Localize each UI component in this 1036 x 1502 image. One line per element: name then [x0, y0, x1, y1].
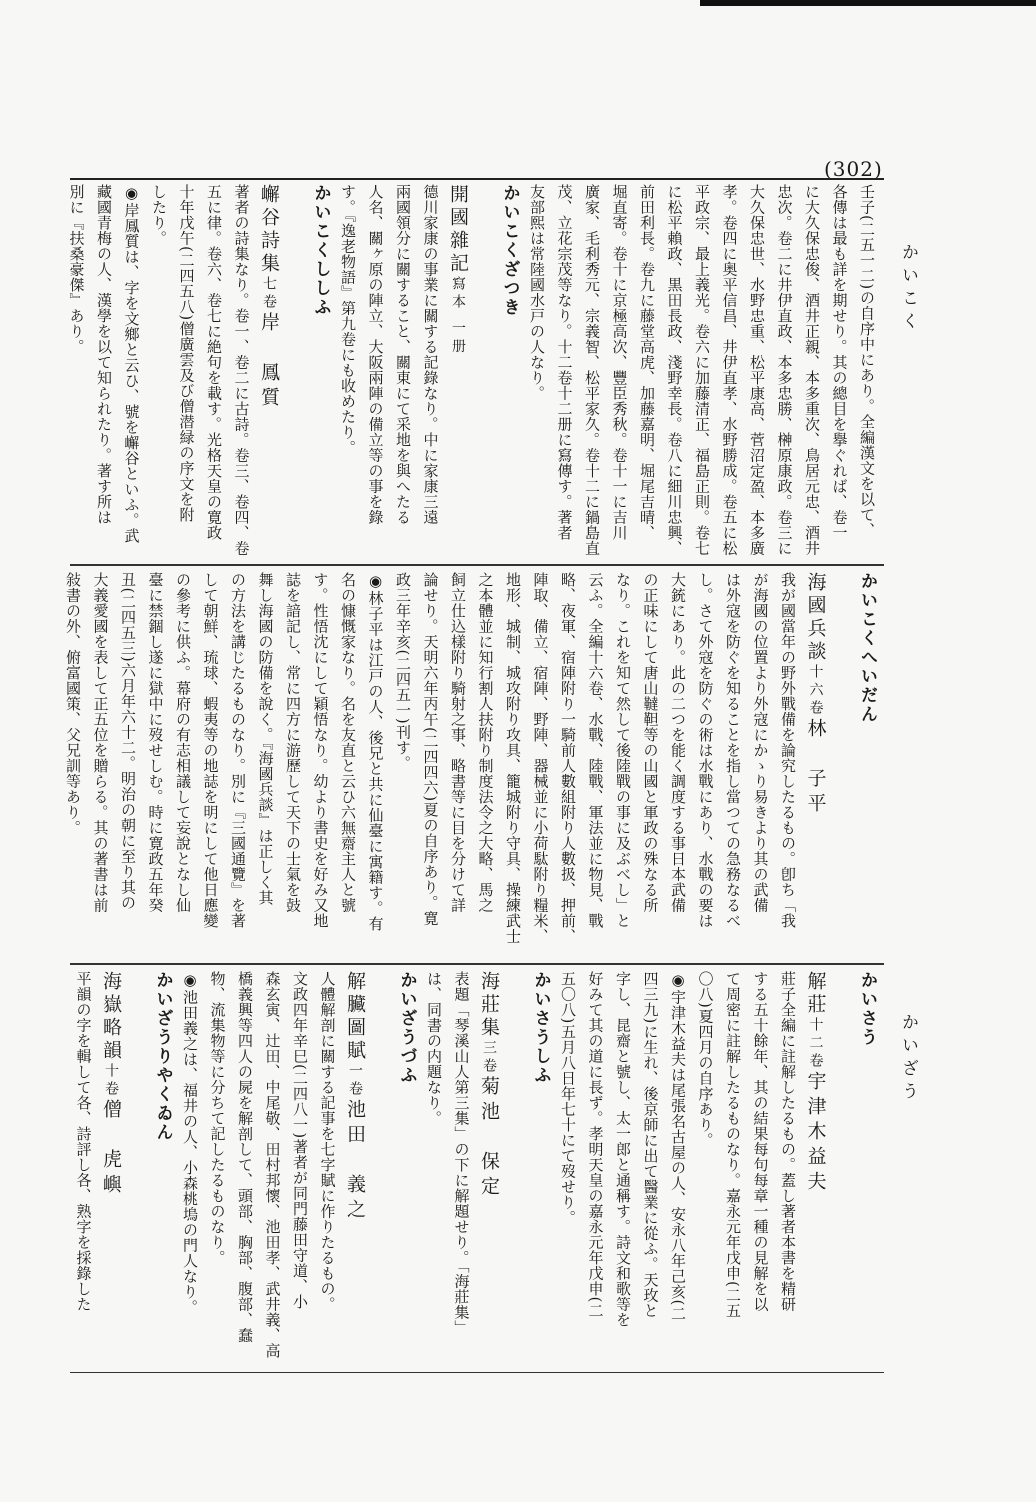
text-line: は、同書の内題なり。 [425, 971, 443, 1126]
running-head-top: かいこく [898, 243, 918, 335]
text-line: ◉林子平は江戸の人、後兄と共に仙臺に寓籍す。有 [366, 572, 385, 932]
entry-title-line [341, 971, 393, 1367]
text-line: 文政四年辛巳(二四八一)著者が同門藤田守道、小 [291, 971, 309, 1310]
text-line: 好みて其の道に長ず。孝明天皇の嘉永元年戊申(二 [586, 971, 605, 1319]
text-line: 橋義興等四人の屍を解剖して、頭部、胸部、腹部、蠢 [236, 971, 254, 1343]
entry-reading: かいざうりやくゐん [152, 971, 173, 1142]
text-line: 略、夜軍、宿陣附り一騎前人數組附り人數扱、押前、 [559, 572, 577, 944]
entry-volumes: 十六卷 [807, 664, 824, 718]
text-line: 大久保忠世、水野忠重、松平康高、菅沼定盈、本多廣 [748, 184, 766, 556]
text-line: 兩國領分に關すること、關東にて采地を與へたる [394, 184, 412, 525]
scan-edge-strip [700, 0, 1036, 6]
text-line: 地形、城制、城攻附り攻具、籠城附り守具、操練武士 [504, 572, 522, 944]
text-line: 敍書の外、俯富國策、父兄訓等あり。 [64, 572, 82, 836]
text-line: 森玄寅、辻田、中尾敬、田村邦懷、池田孝、武井義、高 [263, 971, 282, 1359]
text-line: ◉宇津木益夫は尾張名古屋の人、安永八年己亥(二 [669, 971, 687, 1322]
text-line: が海國の位置より外寇にかゝり易きより其の武備 [751, 572, 770, 913]
entry-volumes: 一卷 [347, 1063, 363, 1099]
text-line: し。さて外寇を防ぐの術は水戰にあり、水戰の要は [696, 572, 715, 929]
text-line: の參考に供ふ。幕府の有志相議して妄說となし仙 [174, 572, 192, 913]
text-line: 前田利長。卷九に藤堂高虎、加藤嘉明、堀尾吉晴、 [638, 184, 656, 541]
entry-author: 池田 義之 [344, 1099, 366, 1224]
entry-kaikoku-heidan [59, 572, 881, 958]
entry-author: 岸 鳳質 [258, 312, 280, 412]
text-line: 論せり。天明六年丙午(二四四六)夏の自序あり。寛 [421, 572, 440, 926]
text-line: 表題「琴溪山人第三集」の下に解題せり。「海莊集」 [452, 971, 471, 1336]
text-line: 莊子全編に註解したるもの。蓋し著者本書を精研 [779, 971, 797, 1312]
text-line: する五十餘年、其の結果每句每章一種の見解を以 [751, 971, 770, 1312]
text-line: 藏國青梅の人、漢學を以て知られたり。著す所は [95, 184, 113, 525]
text-line: す。『逸老物語』第九卷にも收めたり。 [339, 184, 357, 456]
text-line: 政三年辛亥(二四五一)刊す。 [394, 572, 412, 771]
text-line: 〇八)夏四月の自序あり。 [696, 971, 715, 1148]
entry-kaikoku-continued [523, 184, 881, 560]
entry-volumes: 十二卷 [807, 1017, 824, 1071]
entry-title-line [255, 184, 307, 560]
text-line: 孝。卷四に奥平信昌、井伊直孝、水野勝成。卷五に松 [720, 184, 739, 556]
text-line: 大義愛國を表して正五位を贈らる。其の著書は前 [91, 572, 110, 913]
text-line: 陣取、備立、宿陣、野陣、器械並に小荷駄附り糧米、 [531, 572, 550, 944]
text-line: 平政宗、最上義光。卷六に加藤清正、福島正則。卷七 [693, 184, 711, 556]
text-line: 茂、立花宗茂等なり。十二卷十二册に寫傳す。著者 [555, 184, 574, 541]
entry-volumes: 三卷 [481, 1040, 497, 1076]
page-number: (302) [824, 157, 883, 181]
text-line: 著者の詩集なり。卷一、卷二に古詩。卷三、卷四、卷 [232, 184, 251, 556]
text-line: 平韻の字を輯して各、詩評し各、熟字を採錄した [74, 971, 93, 1312]
running-head-bottom: かいざう [898, 1013, 918, 1105]
text-line: 大銃にあり。此の二つを能く調度する事日本武備 [669, 572, 687, 913]
text-line: ◉岸鳳質は、字を文鄉と云ひ、號を嶰谷といふ。武 [122, 184, 141, 544]
text-line: 壬子(二五一二)の自序中にあり。全編漢文を以て、 [858, 184, 876, 538]
upper-section [67, 184, 880, 560]
text-line: 人名、關ヶ原の陣立、大阪兩陣の備立等の事を錄 [366, 184, 385, 525]
text-line: 誌を諳記し、常に四方に游歷して天下の士氣を鼓 [284, 572, 302, 913]
entry-volumes: 十卷 [103, 1063, 119, 1099]
text-line: 忠次。卷二に井伊直政、本多忠勝、榊原康政。卷三に [775, 184, 794, 556]
entry-reading: かいこくししふ [310, 184, 331, 317]
entry-title: 解臟圖賦 [344, 971, 366, 1063]
text-line: 飼立仕込樣附り騎射之事、略書等に目を分けて詳 [449, 572, 467, 913]
text-line: て周密に註解したるものなり。嘉永元年戊申(二五 [724, 971, 742, 1319]
entry-author: 僧 虎嶼 [100, 1099, 122, 1199]
entry-author: 宇津木益夫 [804, 1071, 827, 1196]
entry-volumes: 寫本 一册 [450, 276, 466, 357]
text-line: の正味にして唐山韃靼等の山國と軍政の殊なる所 [641, 572, 660, 913]
text-line: の方法を講じたるものなり。別に『三國通覽』を著 [229, 572, 247, 929]
middle-section [64, 572, 880, 958]
text-line: 名の慷慨家なり。名を友直と云ひ六無齋主人と號 [339, 572, 357, 913]
entry-reading: かいこくざつき [499, 184, 520, 317]
text-line: に松平賴政、黒田長政、淺野幸長。卷八に細川忠興、 [665, 184, 684, 556]
text-line: 之本體並に知行割人扶附り制度法令之大略、馬之 [476, 572, 495, 913]
text-line: 廣家、毛利秀元、宗義智、松平家久。卷十二に鍋島直 [583, 184, 601, 556]
entry-kaizou-ryakuin [69, 971, 176, 1367]
text-line: 四三九)に生れ、後京師に出て醫業に從ふ。天玫と [641, 971, 660, 1319]
entry-kaisou-shishu [420, 971, 554, 1367]
text-line: 友部熙は常陸國水戸の人なり。 [528, 184, 546, 401]
divider-lower [70, 963, 884, 965]
text-line: 五〇八)五月八日年七十にて歿せり。 [559, 971, 577, 1226]
text-line: ◉池田義之は、福井の人、小森桃塢の門人なり。 [181, 971, 199, 1315]
text-line: 云ふ。全編十六卷、水戰、陸戰、軍法並に物見、戰 [586, 572, 605, 929]
text-line: 各傳は最も詳を期せり。其の總目を擧ぐれば、卷一 [830, 184, 849, 541]
text-line: は外寇を防ぐを知ることを指し當つての急務なるべ [724, 572, 742, 929]
text-line: 人體解剖に關する記事を七字賦に作りたるもの。 [318, 971, 337, 1312]
text-line: したり。 [150, 184, 168, 246]
text-line: 我が國當年の野外戰備を論究したるもの。卽ち「我 [779, 572, 797, 929]
text-line: 堀直寄。卷十に京極高次、豐臣秀秋。卷十一に吉川 [610, 184, 629, 541]
entry-title: 海嶽略韻 [100, 971, 122, 1063]
entry-reading: かいこくへいだん [857, 572, 877, 724]
text-line: して朝鮮、琉球、蝦夷等の地誌を明にして他日應變 [201, 572, 220, 929]
entry-reading: かいさう [857, 971, 877, 1047]
entry-title-line [475, 971, 527, 1367]
entry-title-line [97, 971, 149, 1367]
entry-kaisou [554, 971, 881, 1367]
entry-author: 菊池 保定 [478, 1076, 500, 1201]
text-line: 舞し海國の防備を說く。『海國兵談』は正しく其 [256, 572, 275, 906]
entry-kaizou-fu [176, 971, 420, 1367]
text-line: 臺に禁錮し遂に獄中に歿せしむ。時に寛政五年癸 [146, 572, 165, 913]
text-line: 十年戊午(二四五八)僧廣雲及び僧潜緑の序文を附 [177, 184, 196, 523]
text-line: 德川家康の事業に關する記錄なり。中に家康三遠 [421, 184, 440, 525]
text-line: す。性悟沈にして穎悟なり。幼より書史を好み又地 [311, 572, 330, 929]
entry-author: 林 子平 [804, 718, 827, 818]
entry-title: 嶰谷詩集 [258, 184, 280, 276]
text-line: に大久保忠俊、酒井正親、本多重次、鳥居元忠、酒井 [803, 184, 821, 556]
text-line: 別に『扶桑豪傑』あり。 [67, 184, 86, 355]
entry-title-line [444, 184, 496, 560]
text-line: 五に律。卷六、卷七に絶句を載す。光格天皇の寛政 [205, 184, 223, 541]
entry-kaikoku-zakki [334, 184, 523, 560]
entry-volumes: 七卷 [261, 276, 277, 312]
entry-title: 海國兵談 [804, 572, 827, 664]
lower-section [74, 971, 880, 1367]
entry-title-line [801, 572, 853, 958]
text-line: 物、流集物等に分ちて記したるものなり。 [208, 971, 227, 1266]
entry-kaikoku-shishu [62, 184, 334, 560]
entry-title: 開國雜記 [447, 184, 469, 276]
divider-upper [70, 564, 884, 566]
entry-title-line [801, 971, 853, 1367]
text-line: 丑(二四五三)六月年六十二。明治の朝に至り其の [119, 572, 137, 911]
entry-title: 海莊集 [478, 971, 500, 1040]
entry-reading: かいざうづふ [396, 971, 417, 1085]
entry-title: 解莊 [804, 971, 827, 1017]
entry-reading: かいさうしふ [530, 971, 551, 1085]
text-line: なり。これを知て然して後陸戰の事に及ぶべし」と [614, 572, 632, 929]
text-line: 字し、昆齋と號し、太一郎と通稱す。詩文和歌等を [614, 971, 632, 1328]
bottom-rule [70, 1372, 884, 1373]
